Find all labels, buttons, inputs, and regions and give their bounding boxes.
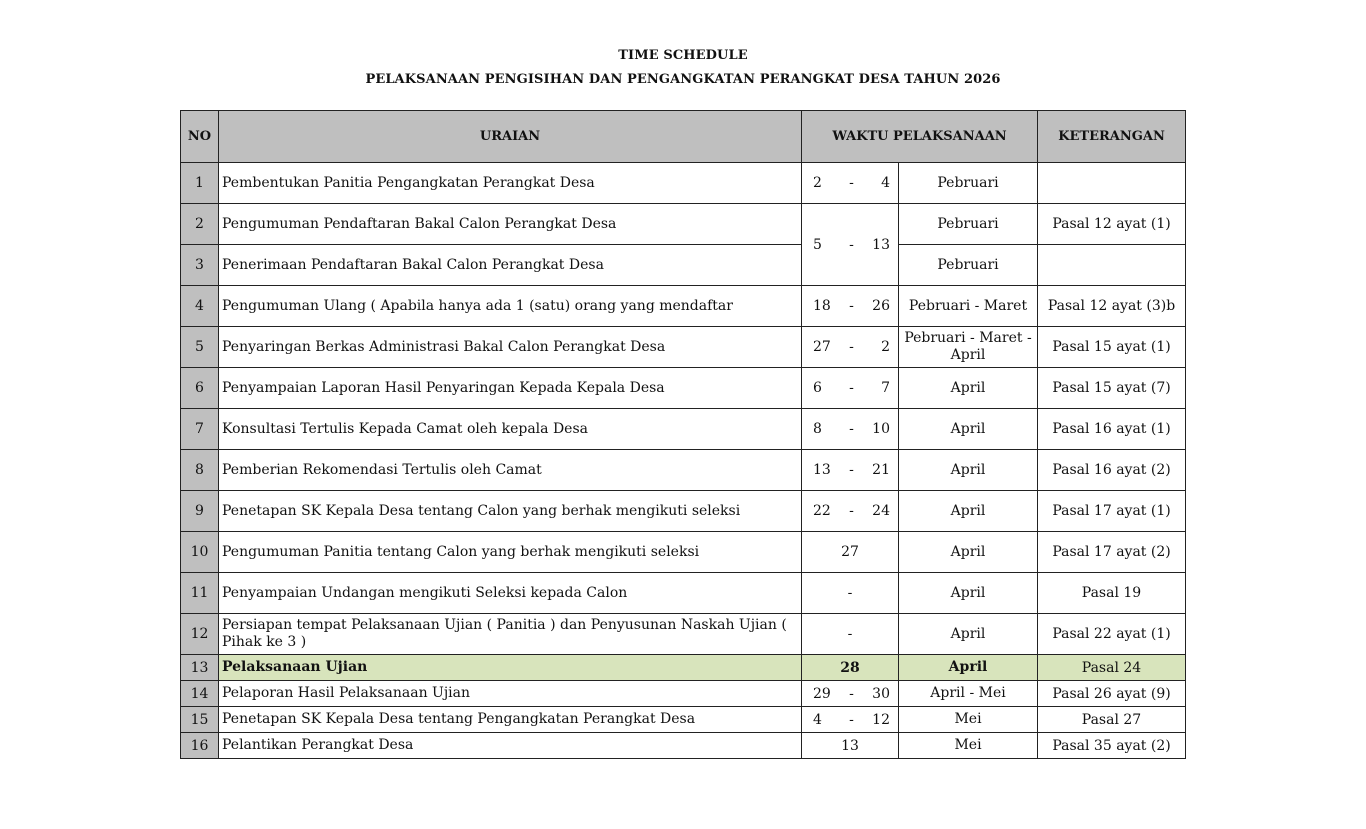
table-row	[181, 327, 1186, 368]
row-no: 10	[181, 532, 219, 573]
row-keterangan: Pasal 16 ayat (2)	[1038, 450, 1186, 491]
row-keterangan: Pasal 17 ayat (2)	[1038, 532, 1186, 573]
row-no: 15	[181, 707, 219, 733]
date-start: 29	[813, 685, 831, 702]
row-keterangan	[1038, 245, 1186, 286]
row-date: -	[802, 614, 899, 655]
date-dash: -	[849, 462, 854, 478]
row-keterangan: Pasal 12 ayat (3)b	[1038, 286, 1186, 327]
date-dash: -	[849, 503, 854, 519]
row-date-range	[802, 163, 899, 204]
row-uraian: Pengumuman Panitia tentang Calon yang berhak mengikuti seleksi	[219, 532, 802, 573]
table-row	[181, 409, 1186, 450]
date-dash: -	[849, 236, 854, 253]
table-row	[181, 163, 1186, 204]
header-no: NO	[181, 111, 219, 163]
table-row	[181, 532, 1186, 573]
date-dash: -	[849, 175, 854, 191]
date-end: 13	[872, 236, 890, 253]
table-row	[181, 707, 1186, 733]
row-uraian: Pelantikan Perangkat Desa	[219, 733, 802, 759]
row-bulan: Pebruari - Maret - April	[899, 327, 1038, 368]
table-header-row	[181, 111, 1186, 163]
row-uraian: Pelaksanaan Ujian	[219, 655, 802, 681]
table-row-highlighted	[181, 655, 1186, 681]
row-date-range	[802, 368, 899, 409]
row-no: 16	[181, 733, 219, 759]
row-no: 1	[181, 163, 219, 204]
row-bulan: April	[899, 491, 1038, 532]
date-start: 5	[813, 236, 822, 253]
row-uraian: Pengumuman Ulang ( Apabila hanya ada 1 (satu) orang yang mendaftar	[219, 286, 802, 327]
row-no: 8	[181, 450, 219, 491]
row-bulan: April - Mei	[899, 681, 1038, 707]
row-keterangan: Pasal 22 ayat (1)	[1038, 614, 1186, 655]
date-end: 12	[872, 711, 890, 728]
row-uraian: Pengumuman Pendaftaran Bakal Calon Perangkat Desa	[219, 204, 802, 245]
row-uraian: Penerimaan Pendaftaran Bakal Calon Perangkat Desa	[219, 245, 802, 286]
date-start: 2	[813, 175, 822, 191]
row-bulan: April	[899, 532, 1038, 573]
row-date-range	[802, 286, 899, 327]
document-title: TIME SCHEDULE	[618, 48, 748, 63]
row-keterangan: Pasal 15 ayat (7)	[1038, 368, 1186, 409]
date-start: 6	[813, 380, 822, 396]
row-bulan: April	[899, 368, 1038, 409]
table-row	[181, 450, 1186, 491]
row-keterangan: Pasal 12 ayat (1)	[1038, 204, 1186, 245]
date-end: 30	[872, 685, 890, 702]
row-keterangan	[1038, 163, 1186, 204]
row-no: 14	[181, 681, 219, 707]
header-keterangan: KETERANGAN	[1038, 111, 1186, 163]
row-bulan: Pebruari	[899, 204, 1038, 245]
row-keterangan: Pasal 16 ayat (1)	[1038, 409, 1186, 450]
row-no: 4	[181, 286, 219, 327]
date-end: 26	[872, 298, 890, 314]
row-bulan: April	[899, 450, 1038, 491]
date-start: 13	[813, 462, 831, 478]
row-no: 12	[181, 614, 219, 655]
row-uraian: Penetapan SK Kepala Desa tentang Pengangkatan Perangkat Desa	[219, 707, 802, 733]
row-date-range	[802, 450, 899, 491]
row-date-range	[802, 707, 899, 733]
row-no: 7	[181, 409, 219, 450]
row-uraian: Penyampaian Laporan Hasil Penyaringan Kepada Kepala Desa	[219, 368, 802, 409]
date-dash: -	[849, 685, 854, 702]
row-keterangan: Pasal 27	[1038, 707, 1186, 733]
date-start: 27	[813, 339, 831, 355]
date-end: 10	[872, 421, 890, 437]
table-row	[181, 245, 1186, 286]
date-dash: -	[849, 421, 854, 437]
schedule-table	[180, 110, 1186, 759]
date-dash: -	[849, 298, 854, 314]
row-bulan: April	[899, 655, 1038, 681]
row-bulan: April	[899, 409, 1038, 450]
table-row	[181, 681, 1186, 707]
date-dash: -	[849, 380, 854, 396]
row-date-range	[802, 327, 899, 368]
row-keterangan: Pasal 15 ayat (1)	[1038, 327, 1186, 368]
date-start: 18	[813, 298, 831, 314]
row-no: 2	[181, 204, 219, 245]
table-row	[181, 491, 1186, 532]
row-keterangan: Pasal 26 ayat (9)	[1038, 681, 1186, 707]
row-bulan: Pebruari	[899, 163, 1038, 204]
row-no: 11	[181, 573, 219, 614]
row-uraian: Pelaporan Hasil Pelaksanaan Ujian	[219, 681, 802, 707]
date-dash: -	[849, 711, 854, 728]
date-end: 7	[881, 380, 890, 396]
row-keterangan: Pasal 19	[1038, 573, 1186, 614]
table-row	[181, 573, 1186, 614]
row-keterangan: Pasal 24	[1038, 655, 1186, 681]
header-waktu: WAKTU PELAKSANAAN	[802, 111, 1038, 163]
row-bulan: Pebruari - Maret	[899, 286, 1038, 327]
row-uraian: Penyampaian Undangan mengikuti Seleksi kepada Calon	[219, 573, 802, 614]
date-dash: -	[849, 339, 854, 355]
table-row	[181, 614, 1186, 655]
row-date-range	[802, 491, 899, 532]
date-end: 4	[881, 175, 890, 191]
row-bulan: Mei	[899, 707, 1038, 733]
row-uraian: Pembentukan Panitia Pengangkatan Perangkat Desa	[219, 163, 802, 204]
row-uraian: Penetapan SK Kepala Desa tentang Calon yang berhak mengikuti seleksi	[219, 491, 802, 532]
row-no: 6	[181, 368, 219, 409]
row-date: 13	[802, 733, 899, 759]
row-no: 3	[181, 245, 219, 286]
row-uraian: Konsultasi Tertulis Kepada Camat oleh kepala Desa	[219, 409, 802, 450]
row-no: 5	[181, 327, 219, 368]
row-date-range	[802, 204, 899, 286]
row-uraian: Penyaringan Berkas Administrasi Bakal Calon Perangkat Desa	[219, 327, 802, 368]
row-date-range	[802, 409, 899, 450]
table-row	[181, 286, 1186, 327]
date-start: 4	[813, 711, 822, 728]
row-keterangan: Pasal 17 ayat (1)	[1038, 491, 1186, 532]
row-no: 9	[181, 491, 219, 532]
row-bulan: Mei	[899, 733, 1038, 759]
row-no: 13	[181, 655, 219, 681]
row-uraian: Pemberian Rekomendasi Tertulis oleh Camat	[219, 450, 802, 491]
row-date-range	[802, 681, 899, 707]
row-date: 28	[802, 655, 899, 681]
table-row	[181, 204, 1186, 245]
date-end: 21	[872, 462, 890, 478]
document-subtitle: PELAKSANAAN PENGISIHAN DAN PENGANGKATAN PERANGKAT DESA TAHUN 2026	[365, 72, 1001, 87]
date-end: 24	[872, 503, 890, 519]
row-bulan: Pebruari	[899, 245, 1038, 286]
row-date: 27	[802, 532, 899, 573]
date-start: 22	[813, 503, 831, 519]
header-uraian: URAIAN	[219, 111, 802, 163]
table-row	[181, 733, 1186, 759]
table-row	[181, 368, 1186, 409]
row-bulan: April	[899, 614, 1038, 655]
row-uraian: Persiapan tempat Pelaksanaan Ujian ( Panitia ) dan Penyusunan Naskah Ujian ( Pihak ke 3 )	[219, 614, 802, 655]
date-start: 8	[813, 421, 822, 437]
row-date: -	[802, 573, 899, 614]
row-bulan: April	[899, 573, 1038, 614]
row-keterangan: Pasal 35 ayat (2)	[1038, 733, 1186, 759]
date-end: 2	[881, 339, 890, 355]
